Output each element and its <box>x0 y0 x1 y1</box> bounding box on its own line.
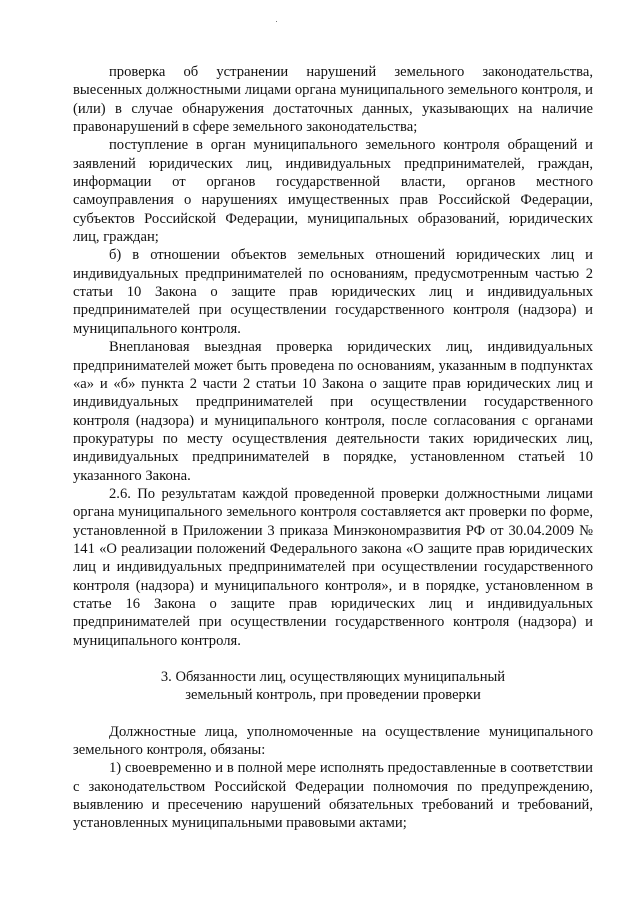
paragraph-2-6: 2.6. По результатам каждой проведенной проверки должностными лицами органа муниципального земельного контроля составляется акт проверки по форме, установленной в Приложении 3 приказа Минэкономразвития РФ от 30.04.2009 № 141 «О реализации положений Федерального закона «О защите прав юридических лиц и индивидуальных предпринимателей при осуществлении государственного контроля (надзора) и муниципального контроля», и в порядке, установленном в статье 16 Закона о защите прав юридических лиц и индивидуальных предпринимателей при осуществлении государственного контроля (надзора) и муниципального контроля. <box>73 485 593 649</box>
paragraph-inspection-violations: проверка об устранении нарушений земельного законодательства, выесенных должностными лицами органа муниципального земельного контроля, и (или) в случае обнаружения достаточных данных, указывающих на наличие правонарушений в сфере земельного законодательства; <box>73 64 593 136</box>
section-3-heading <box>73 668 593 705</box>
section-3-heading-line1: 3. Обязанности лиц, осуществляющих муниципальный <box>160 669 506 685</box>
paragraph-complaints-received: поступление в орган муниципального земельного контроля обращений и заявлений юридических лиц, индивидуальных предпринимателей, граждан, информации от органов государственной власти, органов местного самоуправления о нарушениях имущественных прав Российской Федерации, субъектов Российской Федерации, муниципальных образований, юридических лиц, граждан; <box>73 137 593 246</box>
paragraph-unscheduled-inspection: Внеплановая выездная проверка юридических лиц, индивидуальных предпринимателей может быть проведена по основаниям, указанным в подпунктах «а» и «б» пункта 2 части 2 статьи 10 Закона о защите прав юридических лиц и индивидуальных предпринимателей при осуществлении государственного контроля (надзора) и муниципального контроля, после согласования с органами прокуратуры по месту осуществления деятельности таких юридических лиц, индивидуальных предпринимателей в порядке, установленном статьей 10 указанного Закона. <box>73 339 593 484</box>
paragraph-duty-1: 1) своевременно и в полной мере исполнять предоставленные в соответствии с законодательством Российской Федерации полномочия по предупреждению, выявлению и пресечению нарушений обязательных требований и требований, установленных муниципальными правовыми актами; <box>73 760 593 832</box>
paragraph-officials-obliged: Должностные лица, уполномоченные на осуществление муниципального земельного контроля, обязаны: <box>73 723 593 759</box>
scan-speck <box>276 21 277 22</box>
paragraph-item-b: б) в отношении объектов земельных отношений юридических лиц и индивидуальных предпринимателей по основаниям, предусмотренным частью 2 статьи 10 Закона о защите прав юридических лиц и индивидуальных предпринимателей при осуществлении государственного контроля (надзора) и муниципального контроля. <box>73 247 593 337</box>
document-body <box>73 63 593 833</box>
section-3-heading-line2: земельный контроль, при проведении проверки <box>185 687 481 704</box>
